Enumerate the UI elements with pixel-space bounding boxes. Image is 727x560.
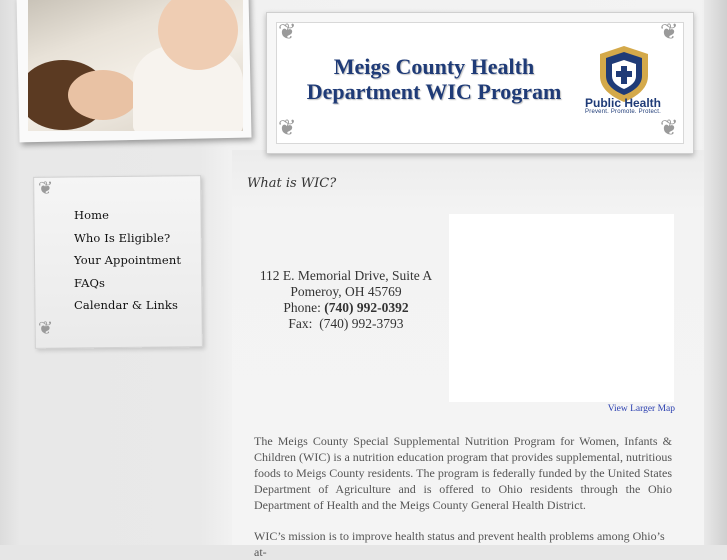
site-title-line2: Department WIC Program bbox=[306, 79, 562, 104]
view-larger-map-link[interactable]: View Larger Map bbox=[607, 404, 675, 414]
corner-flourish-icon: ❦ bbox=[38, 178, 54, 199]
sidebar-item-who-is-eligible[interactable]: Who Is Eligible? bbox=[74, 231, 171, 245]
phone-label: Phone: bbox=[283, 300, 325, 315]
intro-paragraph: The Meigs County Special Supplemental Nutrition Program for Women, Infants & Children (WIC) is a nutrition education program that provides supplemental, nutritious foods to Meigs County residents. The program is federally funded by the United States Department of Agriculture and is offered to Ohio residents through the Ohio Department of Health and the Meigs County General Health District. bbox=[254, 434, 672, 512]
page-heading: What is WIC? bbox=[247, 176, 337, 191]
mother-baby-photo bbox=[28, 0, 243, 131]
address-fax-line bbox=[250, 316, 442, 332]
corner-flourish-icon: ❦ bbox=[660, 116, 679, 141]
corner-flourish-icon: ❦ bbox=[660, 20, 679, 45]
sidebar-item-calendar-links[interactable]: Calendar & Links bbox=[74, 298, 178, 312]
corner-flourish-icon: ❦ bbox=[38, 318, 54, 339]
corner-flourish-icon: ❦ bbox=[278, 116, 297, 141]
address-phone-line bbox=[250, 300, 442, 316]
mission-paragraph: WIC’s mission is to improve health status and prevent health problems among Ohio’s at- bbox=[254, 529, 665, 559]
fax-label: Fax: bbox=[288, 316, 320, 331]
phone-number: (740) 992-0392 bbox=[324, 300, 409, 315]
photo-mother-face bbox=[68, 70, 138, 120]
sidebar-item-faqs[interactable]: FAQs bbox=[74, 276, 106, 290]
sidebar-item-home[interactable]: Home bbox=[74, 208, 110, 222]
fax-number: (740) 992-3793 bbox=[319, 316, 404, 331]
address-street: 112 E. Memorial Drive, Suite A bbox=[259, 268, 433, 283]
sidebar-item-your-appointment[interactable]: Your Appointment bbox=[74, 253, 182, 267]
address-block bbox=[250, 268, 442, 332]
address-city: Pomeroy, OH 45769 bbox=[290, 284, 402, 299]
public-health-tagline: Prevent. Promote. Protect. bbox=[585, 109, 661, 115]
corner-flourish-icon: ❦ bbox=[278, 20, 297, 45]
site-title-line1: Meigs County Health bbox=[333, 54, 535, 79]
public-health-label: Public Health bbox=[584, 96, 661, 110]
embedded-map[interactable] bbox=[449, 214, 674, 402]
site-title bbox=[296, 54, 572, 104]
page-right-edge bbox=[704, 0, 727, 545]
